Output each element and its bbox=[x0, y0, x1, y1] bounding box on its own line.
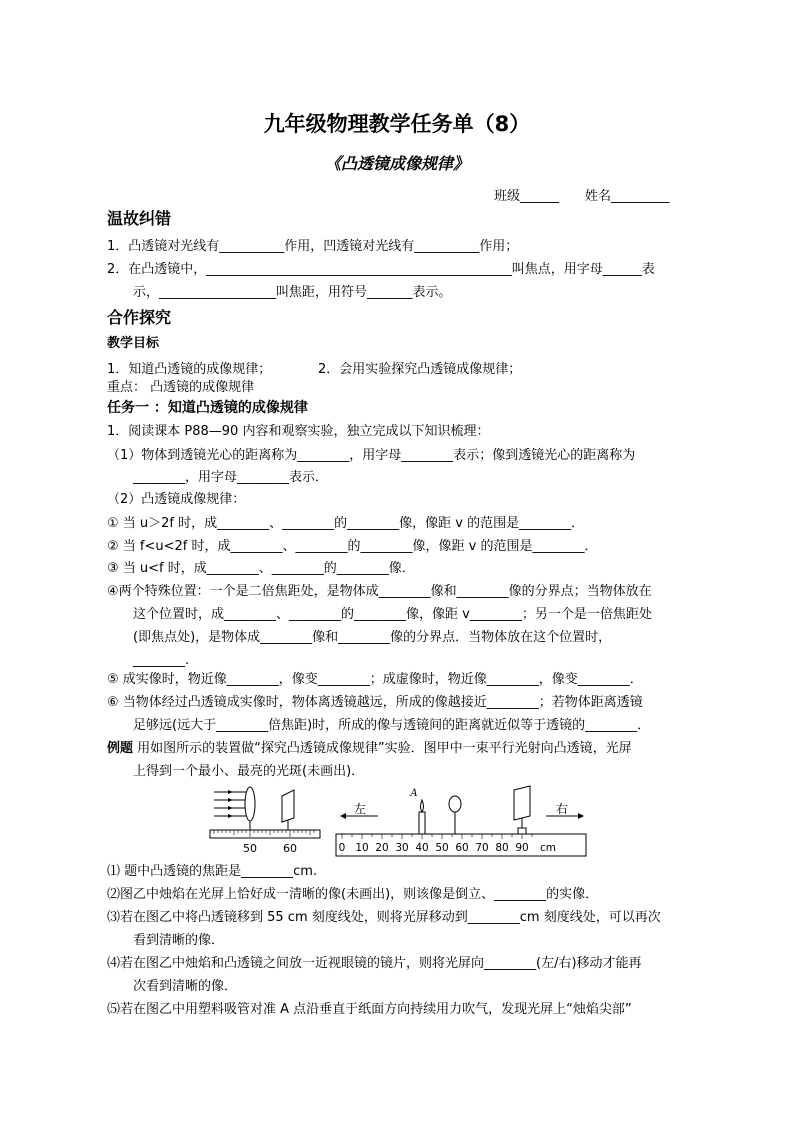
convex-lens bbox=[449, 796, 461, 812]
page-title: 九年级物理教学任务单（8） bbox=[263, 112, 531, 136]
task1-line: ⑥ 当物体经过凸透镜成实像时，物体离透镜越远，所成的像越接近________；若物体距离透镜 bbox=[107, 695, 643, 710]
tick-label: 0 bbox=[338, 842, 346, 854]
candle-flame-icon bbox=[421, 800, 424, 812]
task1-line: （1）物体到透镜光心的距离称为________，用字母________表示；像到透镜光心的距离称为 bbox=[107, 448, 636, 463]
question-4: ⑷若在图乙中烛焰和凸透镜之间放一近视眼镜的镜片，则将光屏向________(左/右)移动才能再 bbox=[107, 956, 642, 971]
task1-line: ③ 当 u<f 时，成________、________的________像． bbox=[107, 561, 415, 576]
task1-heading: 任务一 ：知道凸透镜的成像规律 bbox=[107, 400, 308, 416]
review-line-2: 2．在凸透镜中，_______________________________________________叫焦点，用字母______表 bbox=[107, 262, 655, 277]
question-2: ⑵图乙中烛焰在光屏上恰好成一清晰的像(未画出)，则该像是倒立、________的实像． bbox=[107, 887, 599, 902]
class-field: 班级______ bbox=[494, 189, 560, 204]
question-1: ⑴ 题中凸透镜的焦距是________cm. bbox=[107, 864, 318, 879]
review-line-1: 1．凸透镜对光线有__________作用，凹透镜对光线有__________作用； bbox=[107, 239, 519, 254]
ruler-jia bbox=[210, 830, 320, 838]
left-label: 左 bbox=[353, 802, 367, 816]
example-line-2: 上得到一个最小、最亮的光斑(未画出)． bbox=[133, 764, 365, 779]
candle bbox=[419, 812, 425, 834]
task1-line: (即焦点处)，是物体成________像和________像的分界点．当物体放在这个位置时， bbox=[133, 630, 612, 645]
goal-2: 2．会用实验探究凸透镜成像规律； bbox=[318, 362, 522, 377]
tick-label: 80 bbox=[495, 842, 509, 854]
goal-1: 1．知道凸透镜的成像规律； bbox=[107, 362, 272, 377]
question-5: ⑸若在图乙中用塑料吸管对准 A 点沿垂直于纸面方向持续用力吹气，发现光屏上“烛焰尖部” bbox=[107, 1002, 632, 1017]
example-text-1: 用如图所示的装置做“探究凸透镜成像规律”实验．图甲中一束平行光射向凸透镜，光屏 bbox=[133, 741, 632, 756]
right-label: 右 bbox=[555, 802, 569, 816]
tick-label: 50 bbox=[435, 842, 449, 854]
unit-label: cm bbox=[539, 842, 557, 854]
tick-label: 60 bbox=[455, 842, 469, 854]
tick-label: 40 bbox=[415, 842, 429, 854]
task1-line: ④两个特殊位置：一个是二倍焦距处，是物体成________像和________像的分界点；当物体放在 bbox=[107, 584, 652, 599]
task1-line: 这个位置时，成________、________的________像，像距 v________；另一个是一倍焦距处 bbox=[133, 607, 652, 622]
page-subtitle: 《凸透镜成像规律》 bbox=[324, 154, 469, 173]
tick-label: 10 bbox=[355, 842, 369, 854]
tick-label: 20 bbox=[375, 842, 389, 854]
task1-line: ________，用字母________表示． bbox=[133, 470, 329, 485]
tick-label: 70 bbox=[475, 842, 489, 854]
section-review-heading: 温故纠错 bbox=[107, 209, 172, 228]
key-point: 重点： 凸透镜的成像规律 bbox=[107, 380, 255, 395]
goals-heading: 教学目标 bbox=[107, 336, 160, 351]
tick-label: 60 bbox=[283, 842, 297, 855]
tick-label: 90 bbox=[515, 842, 529, 854]
tick-label: 30 bbox=[395, 842, 409, 854]
convex-lens bbox=[245, 787, 255, 821]
light-screen bbox=[282, 790, 294, 822]
task1-line: 足够远(远大于________倍焦距)时，所成的像与透镜间的距离就近似等于透镜的________． bbox=[133, 718, 651, 733]
parallel-rays bbox=[214, 792, 246, 816]
figure-yi bbox=[334, 780, 592, 860]
question-3-cont: 看到清晰的像． bbox=[133, 933, 225, 948]
task1-line: ① 当 u＞2f 时，成________、________的________像，像距 v 的范围是________． bbox=[107, 516, 585, 531]
question-4-cont: 次看到清晰的像． bbox=[133, 979, 238, 994]
tick-label: 50 bbox=[243, 842, 257, 855]
name-field: 姓名_________ bbox=[585, 189, 670, 204]
section-coop-heading: 合作探究 bbox=[107, 308, 172, 327]
question-3: ⑶若在图乙中将凸透镜移到 55 cm 刻度线处，则将光屏移动到________cm 刻度线处，可以再次 bbox=[107, 910, 661, 925]
example-label: 例题 bbox=[107, 741, 134, 756]
point-a-label: A bbox=[410, 788, 418, 799]
review-line-3: 示，__________________叫焦距，用符号_______表示。 bbox=[133, 285, 452, 300]
light-screen bbox=[514, 786, 530, 820]
task1-line: （2）凸透镜成像规律： bbox=[107, 492, 246, 507]
task1-line: ________. bbox=[133, 653, 190, 668]
figure-jia bbox=[208, 782, 328, 858]
example-line-1 bbox=[107, 739, 632, 759]
task1-line: ⑤ 成实像时，物近像________，像变________；成虚像时，物近像________，像变________． bbox=[107, 672, 643, 687]
task1-line: ② 当 f<u<2f 时，成________、________的________像，像距 v 的范围是________． bbox=[107, 539, 598, 554]
task1-intro: 1．阅读课本 P88—90 内容和观察实验，独立完成以下知识梳理： bbox=[107, 424, 490, 439]
